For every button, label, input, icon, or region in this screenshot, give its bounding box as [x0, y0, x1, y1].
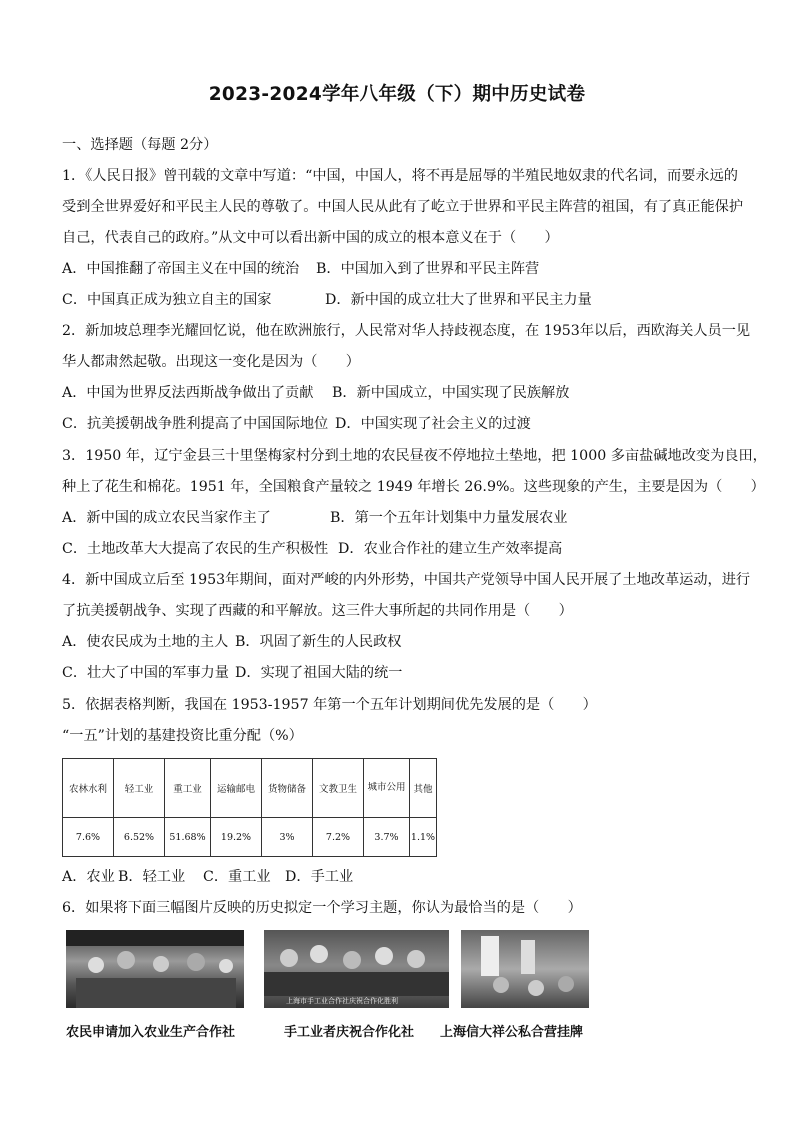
- q3-option-a: A．新中国的成立农民当家作主了: [62, 510, 271, 526]
- shanghai-joint-venture-photo: [461, 930, 589, 1008]
- table-header-cell: 文教卫生: [313, 759, 364, 818]
- table-header-cell: 轻工业: [114, 759, 165, 818]
- q4-stem-line2: 了抗美援朝战争、实现了西藏的和平解放。这三件大事所起的共同作用是（ ）: [62, 603, 573, 619]
- table-value-cell: 19.2%: [211, 818, 262, 857]
- table-value-cell: 51.68%: [165, 818, 211, 857]
- table-value-cell: 1.1%: [410, 818, 437, 857]
- table-header-cell: 货物储备: [262, 759, 313, 818]
- table-value-cell: 7.6%: [63, 818, 114, 857]
- q5-option-b: B．轻工业: [118, 869, 186, 885]
- photo-caption-1: 农民申请加入农业生产合作社: [66, 1025, 236, 1040]
- q4-stem-line1: 4．新中国成立后至 1953年期间，面对严峻的内外形势，中国共产党领导中国人民开展了土地改革运动，进行: [62, 572, 751, 588]
- q4-option-d: D．实现了祖国大陆的统一: [235, 665, 403, 681]
- section-heading: 一、选择题（每题 2分）: [62, 137, 218, 153]
- table-header-cell: 重工业: [165, 759, 211, 818]
- table-value-cell: 3.7%: [364, 818, 410, 857]
- q1-option-a: A．中国推翻了帝国主义在中国的统治: [62, 261, 300, 277]
- q5-option-d: D．手工业: [285, 869, 354, 885]
- q1-option-c: C．中国真正成为独立自主的国家: [62, 292, 272, 308]
- q2-stem-line1: 2．新加坡总理李光耀回忆说，他在欧洲旅行，人民常对华人持歧视态度，在 1953年以后，西欧海关人员一见: [62, 323, 751, 339]
- q6-stem: 6．如果将下面三幅图片反映的历史拟定一个学习主题，你认为最恰当的是（ ）: [62, 900, 582, 916]
- q2-stem-line2: 华人都肃然起敬。出现这一变化是因为（ ）: [62, 354, 360, 370]
- handicraft-cooperative-photo: [264, 930, 449, 1008]
- investment-table: [62, 758, 437, 857]
- table-header-cell: 其他: [410, 759, 437, 818]
- q3-stem-line1: 3．1950 年，辽宁金县三十里堡梅家村分到土地的农民昼夜不停地拉土垫地，把 1000 多亩盐碱地改变为良田，: [62, 448, 767, 464]
- q1-stem-line2: 受到全世界爱好和平民主人民的尊敬了。中国人民从此有了屹立于世界和平民主阵营的祖国，有了真正能保护: [62, 199, 744, 215]
- table-header-cell: 城市公用: [364, 759, 410, 818]
- farmers-cooperative-photo: [66, 930, 244, 1008]
- q2-option-b: B．新中国成立，中国实现了民族解放: [332, 385, 570, 401]
- table-value-cell: 6.52%: [114, 818, 165, 857]
- photo-caption-2: 手工业者庆祝合作化社: [284, 1025, 415, 1040]
- q6-photo-strip: [66, 930, 626, 1010]
- q3-option-c: C．土地改革大大提高了农民的生产积极性: [62, 541, 329, 557]
- q2-option-d: D．中国实现了社会主义的过渡: [335, 416, 531, 432]
- q2-option-a: A．中国为世界反法西斯战争做出了贡献: [62, 385, 314, 401]
- q5-stem: 5．依据表格判断，我国在 1953-1957 年第一个五年计划期间优先发展的是（ ）: [62, 697, 597, 713]
- q1-stem-line1: 1．《人民日报》曾刊载的文章中写道：“中国，中国人，将不再是屈辱的半殖民地奴隶的代名词，而要永远的: [62, 168, 738, 184]
- q3-option-b: B．第一个五年计划集中力量发展农业: [330, 510, 568, 526]
- table-header-cell: 农林水利: [63, 759, 114, 818]
- q2-option-c: C．抗美援朝战争胜利提高了中国国际地位: [62, 416, 329, 432]
- q4-option-c: C．壮大了中国的军事力量: [62, 665, 229, 681]
- q4-option-b: B．巩固了新生的人民政权: [235, 634, 402, 650]
- q5-option-a: A．农业: [62, 869, 115, 885]
- q5-table-caption: “一五”计划的基建投资比重分配（%）: [62, 728, 303, 744]
- table-header-cell: 运输邮电: [211, 759, 262, 818]
- q1-option-d: D．新中国的成立壮大了世界和平民主力量: [325, 292, 592, 308]
- photo-caption-3: 上海信大祥公私合营挂牌: [440, 1025, 584, 1040]
- q3-stem-line2: 种上了花生和棉花。1951 年，全国粮食产量较之 1949 年增长 26.9%。这些现象的产生，主要是因为（ ）: [62, 479, 765, 495]
- exam-title: 2023-2024学年八年级（下）期中历史试卷: [208, 84, 586, 105]
- q4-option-a: A．使农民成为土地的主人: [62, 634, 229, 650]
- q3-option-d: D．农业合作社的建立生产效率提高: [338, 541, 563, 557]
- table-value-cell: 3%: [262, 818, 313, 857]
- q1-option-b: B．中国加入到了世界和平民主阵营: [316, 261, 540, 277]
- table-value-cell: 7.2%: [313, 818, 364, 857]
- photo-inner-caption: 上海市手工业合作社庆祝合作化胜利: [286, 997, 398, 1005]
- q1-stem-line3: 自己，代表自己的政府。”从文中可以看出新中国的成立的根本意义在于（ ）: [62, 230, 559, 246]
- q5-option-c: C．重工业: [203, 869, 271, 885]
